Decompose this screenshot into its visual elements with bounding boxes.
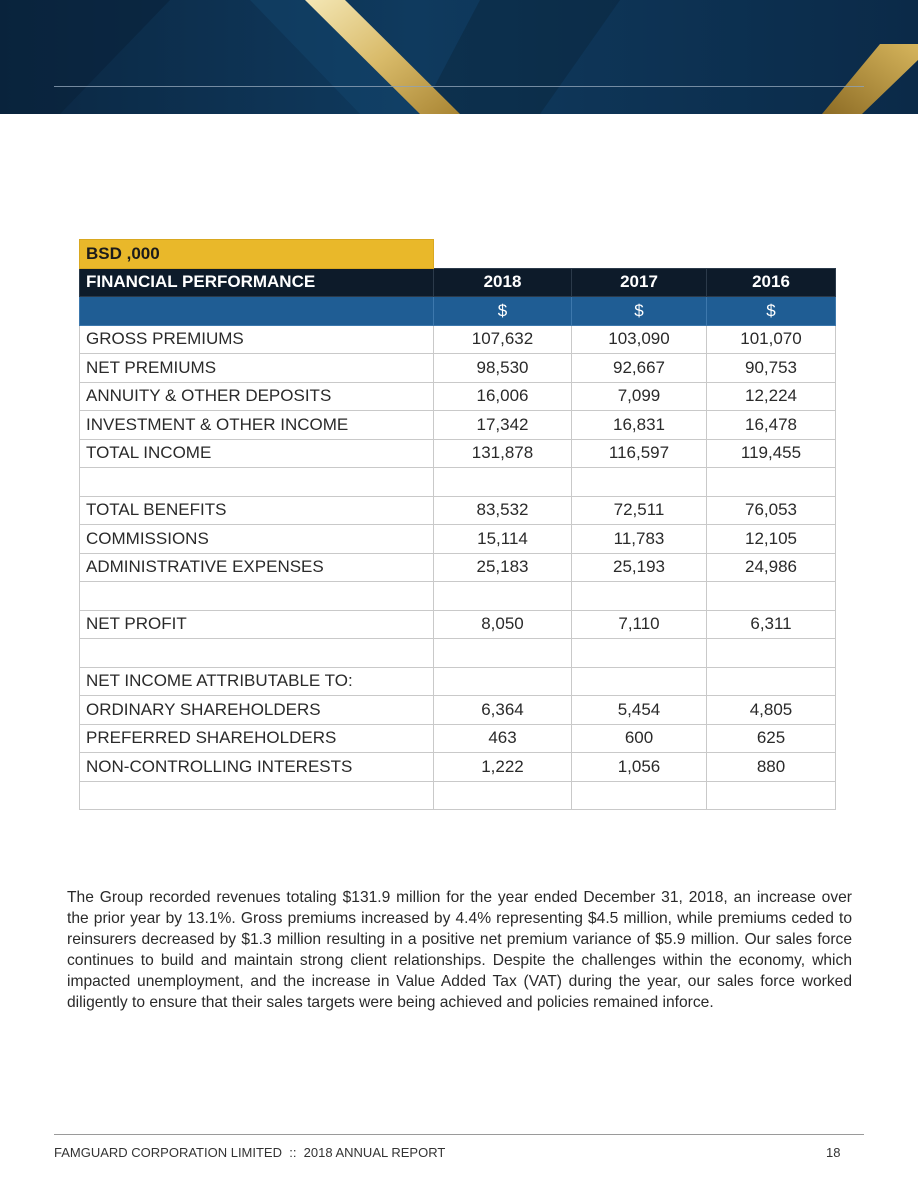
row-value xyxy=(434,781,572,810)
row-value: 880 xyxy=(707,753,836,782)
row-label xyxy=(80,781,434,810)
row-value: 16,831 xyxy=(572,411,707,440)
row-value xyxy=(572,781,707,810)
row-value: 16,006 xyxy=(434,382,572,411)
table-row xyxy=(80,610,836,639)
row-value: 12,105 xyxy=(707,525,836,554)
banner-rule xyxy=(54,86,864,87)
row-value: 72,511 xyxy=(572,496,707,525)
table-row xyxy=(80,525,836,554)
table-row xyxy=(80,496,836,525)
row-value: 6,364 xyxy=(434,696,572,725)
row-value: 90,753 xyxy=(707,354,836,383)
row-value: 131,878 xyxy=(434,439,572,468)
table-header-2018: 2018 xyxy=(434,268,572,297)
table-row xyxy=(80,696,836,725)
unit-row xyxy=(80,240,836,269)
row-value xyxy=(434,468,572,497)
row-value: 15,114 xyxy=(434,525,572,554)
row-value: 25,183 xyxy=(434,553,572,582)
table-row xyxy=(80,667,836,696)
row-value xyxy=(707,582,836,611)
currency-cell: $ xyxy=(707,297,836,326)
row-label: INVESTMENT & OTHER INCOME xyxy=(80,411,434,440)
currency-cell: $ xyxy=(434,297,572,326)
row-value xyxy=(572,468,707,497)
row-value: 98,530 xyxy=(434,354,572,383)
row-label: TOTAL BENEFITS xyxy=(80,496,434,525)
row-value: 1,056 xyxy=(572,753,707,782)
row-value: 76,053 xyxy=(707,496,836,525)
financial-performance-table xyxy=(79,239,836,810)
unit-label: BSD ,000 xyxy=(80,240,434,269)
table-row xyxy=(80,639,836,668)
row-value: 6,311 xyxy=(707,610,836,639)
row-value: 101,070 xyxy=(707,325,836,354)
row-label: ANNUITY & OTHER DEPOSITS xyxy=(80,382,434,411)
row-value: 7,110 xyxy=(572,610,707,639)
row-label: NET PREMIUMS xyxy=(80,354,434,383)
row-label: NET INCOME ATTRIBUTABLE TO: xyxy=(80,667,434,696)
row-value: 7,099 xyxy=(572,382,707,411)
row-value xyxy=(434,639,572,668)
row-value: 92,667 xyxy=(572,354,707,383)
row-value: 1,222 xyxy=(434,753,572,782)
row-label: COMMISSIONS xyxy=(80,525,434,554)
table-header-2017: 2017 xyxy=(572,268,707,297)
row-value: 116,597 xyxy=(572,439,707,468)
row-value: 25,193 xyxy=(572,553,707,582)
row-value: 5,454 xyxy=(572,696,707,725)
row-value xyxy=(707,781,836,810)
currency-cell: $ xyxy=(572,297,707,326)
row-value xyxy=(434,582,572,611)
table-row xyxy=(80,439,836,468)
table-row xyxy=(80,411,836,440)
row-value: 625 xyxy=(707,724,836,753)
table-row xyxy=(80,325,836,354)
row-value: 12,224 xyxy=(707,382,836,411)
table-row xyxy=(80,553,836,582)
row-label: PREFERRED SHAREHOLDERS xyxy=(80,724,434,753)
table-row xyxy=(80,468,836,497)
header-banner xyxy=(0,0,918,114)
row-value: 107,632 xyxy=(434,325,572,354)
row-value: 463 xyxy=(434,724,572,753)
footer-title: FAMGUARD CORPORATION LIMITED :: 2018 ANNUAL REPORT xyxy=(54,1145,446,1160)
row-label: GROSS PREMIUMS xyxy=(80,325,434,354)
row-value: 11,783 xyxy=(572,525,707,554)
row-value xyxy=(707,468,836,497)
row-value xyxy=(707,639,836,668)
row-label xyxy=(80,639,434,668)
table-header-title: FINANCIAL PERFORMANCE xyxy=(80,268,434,297)
row-value xyxy=(707,667,836,696)
row-value: 83,532 xyxy=(434,496,572,525)
currency-row xyxy=(80,297,836,326)
performance-narrative: The Group recorded revenues totaling $131.9 million for the year ended December 31, 2018, an increase over the prior year by 13.1%. Gross premiums increased by 4.4% representing $4.5 million, while premiums ceded to reinsurers decreased by $1.3 million resulting in a positive net premium variance of $5.9 million. Our sales force continues to build and maintain strong client relationships. Despite the challenges within the economy, which impacted unemployment, and the increase in Value Added Tax (VAT) during the year, our sales force worked diligently to ensure that their sales targets were being achieved and policies remained inforce. xyxy=(67,889,852,1011)
row-label: ADMINISTRATIVE EXPENSES xyxy=(80,553,434,582)
row-value: 16,478 xyxy=(707,411,836,440)
banner-decoration xyxy=(0,0,918,114)
table-row xyxy=(80,382,836,411)
row-value: 17,342 xyxy=(434,411,572,440)
row-value: 4,805 xyxy=(707,696,836,725)
table-row xyxy=(80,582,836,611)
table-row xyxy=(80,354,836,383)
row-value: 8,050 xyxy=(434,610,572,639)
row-label: TOTAL INCOME xyxy=(80,439,434,468)
table-row xyxy=(80,781,836,810)
table-row xyxy=(80,753,836,782)
row-label xyxy=(80,468,434,497)
row-value xyxy=(572,639,707,668)
table-header-2016: 2016 xyxy=(707,268,836,297)
row-label: ORDINARY SHAREHOLDERS xyxy=(80,696,434,725)
table-row xyxy=(80,724,836,753)
table-header-row xyxy=(80,268,836,297)
page-number: 18 xyxy=(826,1145,841,1160)
row-value: 600 xyxy=(572,724,707,753)
row-value: 24,986 xyxy=(707,553,836,582)
row-value xyxy=(572,582,707,611)
row-value: 119,455 xyxy=(707,439,836,468)
row-value xyxy=(572,667,707,696)
row-label: NON-CONTROLLING INTERESTS xyxy=(80,753,434,782)
row-label xyxy=(80,582,434,611)
row-label: NET PROFIT xyxy=(80,610,434,639)
footer-rule xyxy=(54,1134,864,1135)
row-value: 103,090 xyxy=(572,325,707,354)
row-value xyxy=(434,667,572,696)
